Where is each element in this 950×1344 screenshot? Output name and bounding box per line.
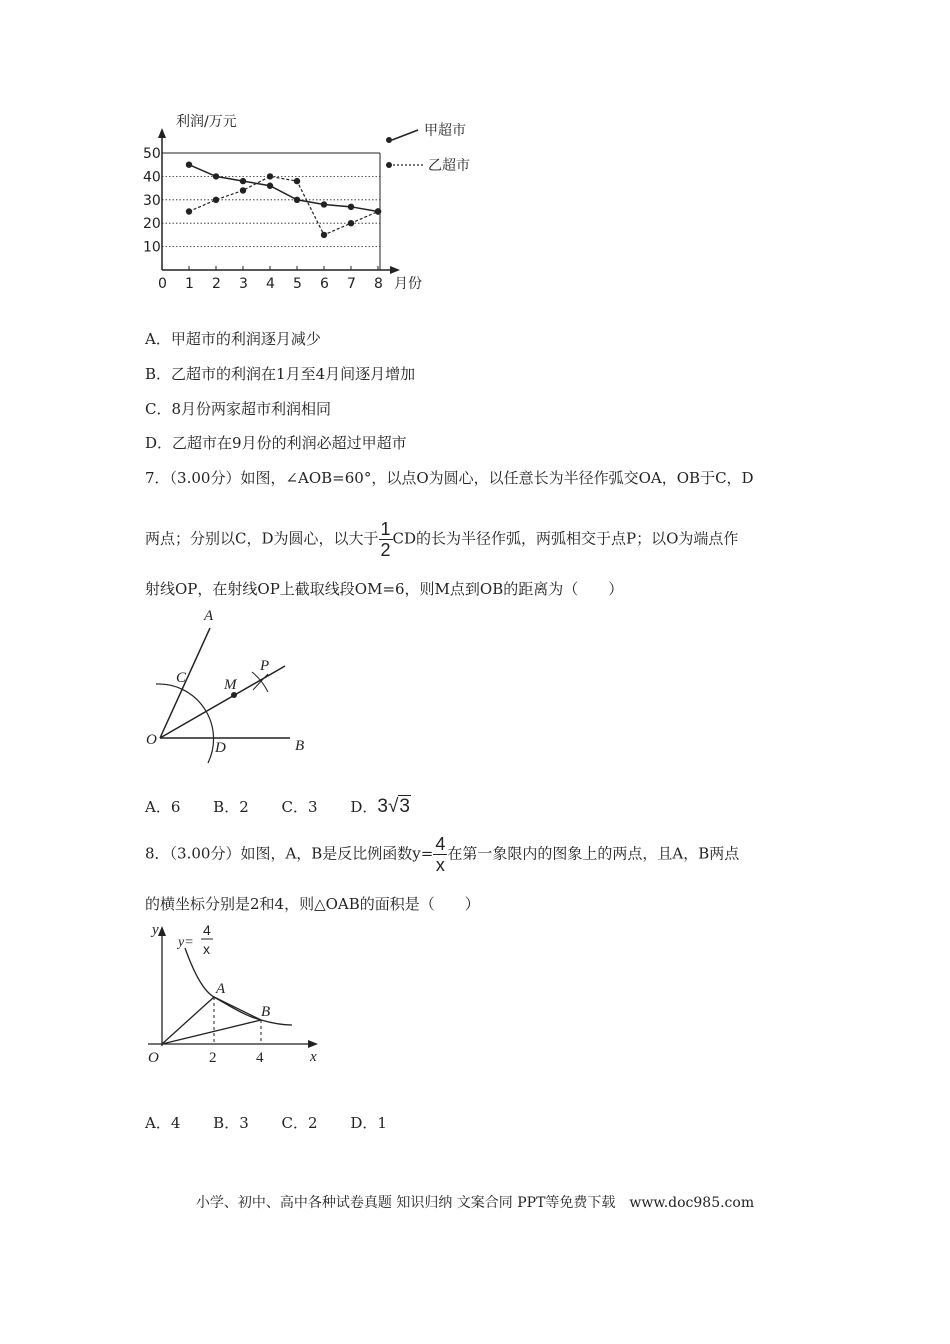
label-b: B — [295, 738, 305, 754]
q7-stem-line3: 射线OP，在射线OP上截取线段OM=6，则M点到OB的距离为（ ） — [145, 580, 624, 598]
profit-line-chart — [140, 110, 500, 300]
q8-func-den: x — [203, 941, 210, 957]
x-tick-label: 0 — [158, 276, 167, 292]
x-tick-label: 5 — [293, 276, 302, 292]
data-point-yi — [294, 178, 300, 184]
x-tick-label: 7 — [347, 276, 356, 292]
page-footer: 小学、初中、高中各种试卷真题 知识归纳 文案合同 PPT等免费下载 www.doc985.com — [195, 1195, 755, 1211]
q8-y-arrow — [158, 926, 166, 936]
segment-ab — [214, 997, 261, 1020]
data-point-jia — [240, 178, 246, 184]
q8-stem-line1 — [145, 835, 739, 874]
y-tick-label: 10 — [143, 239, 161, 256]
q8-tick-2: 2 — [209, 1050, 217, 1066]
label-m: M — [224, 677, 237, 693]
data-point-jia — [213, 173, 219, 179]
data-point-jia — [267, 183, 273, 189]
segment-ob — [162, 1020, 261, 1044]
x-tick-label: 3 — [239, 276, 248, 292]
q6-option-c[interactable]: C．8月份两家超市利润相同 — [145, 400, 332, 418]
data-point-yi — [348, 220, 354, 226]
x-tick-label: 4 — [266, 276, 275, 292]
data-point-yi — [267, 173, 273, 179]
x-tick-label: 8 — [374, 276, 383, 292]
q7-stem-line2 — [145, 520, 738, 559]
q7-stem-line1: 7．（3.00分）如图，∠AOB=60°，以点O为圆心，以任意长为半径作弧交OA，OB于C，D — [145, 469, 754, 487]
label-a: A — [204, 608, 214, 624]
y-tick-label: 50 — [143, 146, 161, 162]
q8-label-b: B — [261, 1004, 271, 1020]
data-point-jia — [348, 204, 354, 210]
legend-marker-jia — [386, 137, 392, 143]
label-p: P — [260, 658, 270, 674]
q8-fraction: $\frac{4}{x}$ — [435, 834, 446, 875]
y-tick-label: 30 — [143, 192, 161, 209]
segment-oa — [162, 997, 214, 1044]
q7-fraction: $\frac{1}{2}$ — [380, 519, 391, 560]
y-tick-label: 40 — [143, 169, 161, 186]
y-tick-label: 20 — [143, 216, 161, 233]
legend-line-jia — [392, 130, 418, 140]
q7-option-d[interactable]: D．3√3 — [350, 796, 410, 817]
q8-option-b[interactable]: B．3 — [213, 1114, 249, 1132]
q8-options — [145, 1112, 387, 1133]
data-point-jia — [294, 197, 300, 203]
data-point-yi — [321, 232, 327, 238]
q7-option-c[interactable]: C．3 — [281, 798, 318, 816]
x-tick-label: 6 — [320, 276, 329, 292]
y-axis-arrow — [158, 128, 166, 138]
q7-option-a[interactable]: A．6 — [145, 798, 181, 816]
legend-label-yi: 乙超市 — [428, 158, 470, 174]
q7-line2-post: CD的长为半径作弧，两弧相交于点P；以O为端点作 — [392, 529, 739, 548]
q8-label-y: y — [152, 922, 159, 938]
q8-hyperbola-figure — [140, 918, 330, 1068]
q6-option-b[interactable]: B．乙超市的利润在1月至4月间逐月增加 — [145, 365, 416, 383]
x-axis-label: 月份 — [394, 276, 422, 292]
label-o: O — [146, 732, 157, 748]
q8-tick-4: 4 — [256, 1050, 264, 1066]
q7-line2-pre: 两点；分别以C，D为圆心，以大于 — [145, 529, 379, 548]
q7-option-b[interactable]: B．2 — [213, 798, 249, 816]
label-d: D — [215, 740, 226, 756]
q8-x-arrow — [308, 1040, 318, 1048]
data-point-yi — [375, 208, 381, 214]
q8-line1-post: 在第一象限内的图象上的两点，且A，B两点 — [447, 844, 740, 863]
x-axis-arrow — [390, 266, 400, 274]
q8-func-lhs: y= — [178, 935, 194, 950]
legend-label-jia: 甲超市 — [424, 123, 466, 139]
q7-angle-figure — [140, 600, 320, 770]
x-tick-label: 2 — [212, 276, 221, 292]
q7-options — [145, 796, 411, 818]
q8-func-num: 4 — [203, 922, 211, 938]
data-point-jia — [321, 201, 327, 207]
y-axis-label: 利润/万元 — [176, 114, 237, 130]
q8-label-x: x — [310, 1049, 317, 1065]
legend-marker-yi — [386, 162, 392, 168]
q8-option-d[interactable]: D．1 — [350, 1114, 387, 1132]
q6-option-d[interactable]: D．乙超市在9月份的利润必超过甲超市 — [145, 434, 407, 452]
q8-option-c[interactable]: C．2 — [281, 1114, 318, 1132]
data-point-jia — [186, 162, 192, 168]
label-c: C — [176, 670, 187, 686]
q8-line1-pre: 8．（3.00分）如图，A，B是反比例函数y= — [145, 844, 434, 863]
data-point-yi — [240, 187, 246, 193]
q6-option-a[interactable]: A．甲超市的利润逐月减少 — [145, 330, 321, 348]
q8-stem-line2: 的横坐标分别是2和4，则△OAB的面积是（ ） — [145, 895, 480, 913]
data-point-yi — [213, 197, 219, 203]
hyperbola-curve — [185, 948, 292, 1025]
data-point-yi — [186, 208, 192, 214]
x-tick-label: 1 — [185, 276, 194, 292]
q8-label-a: A — [216, 981, 226, 997]
q8-option-a[interactable]: A．4 — [145, 1114, 181, 1132]
q8-label-o: O — [148, 1050, 159, 1066]
